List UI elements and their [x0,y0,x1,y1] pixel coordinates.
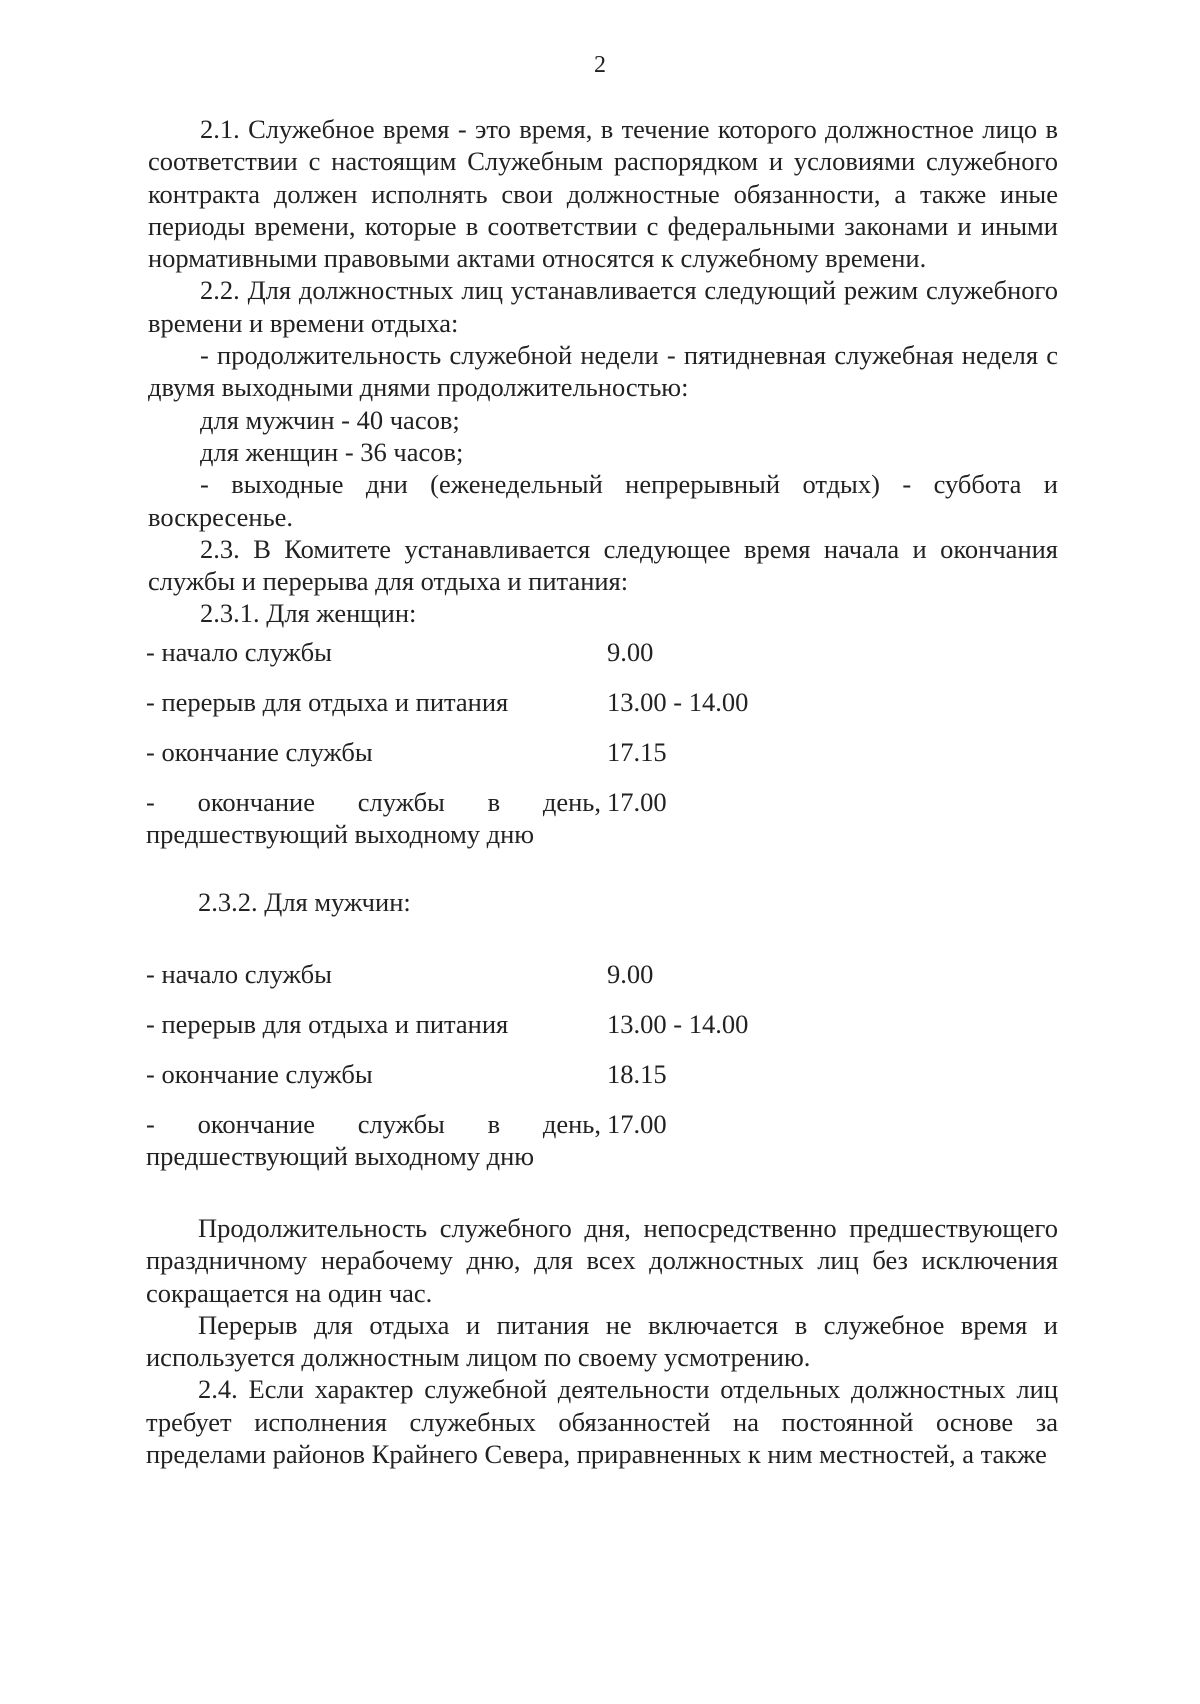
schedule-value: 13.00 - 14.00 [607,1009,749,1039]
schedule-row [146,1108,1056,1172]
body-section [148,113,1058,630]
paragraph-women-hours: для женщин - 36 часов; [200,436,464,467]
schedule-label: - начало службы [146,959,332,989]
schedule-row [146,636,1056,668]
schedule-value: 9.00 [607,959,654,989]
paragraph-men-hours: для мужчин - 40 часов; [200,404,460,435]
paragraph-2-1: 2.1. Служебное время - это время, в течение которого должностное лицо в соответствии с настоящим Служебным распорядком и условиями служебного контракта должен исполнять свои должностные обязанности, а также иные периоды времени, которые в соответствии с федеральными законами и иными нормативными правовыми актами относятся к служебному времени. [148,114,1058,274]
heading-men: 2.3.2. Для мужчин: [198,887,411,917]
schedule-label: - окончание службы в день, предшествующий выходному дню [146,1109,601,1171]
paragraph-2-4: 2.4. Если характер служебной деятельности отдельных должностных лиц требует исполнения служебных обязанностей на постоянной основе за пределами районов Крайнего Севера, приравненных к ним местностей, а также [146,1374,1058,1470]
heading-women: 2.3.1. Для женщин: [200,598,417,629]
paragraph-2-2: 2.2. Для должностных лиц устанавливается следующий режим служебного времени и времени отдыха: [148,275,1058,338]
paragraph-weekend: - выходные дни (еженедельный непрерывный отдых) - суббота и воскресенье. [148,469,1058,532]
schedule-label: - перерыв для отдыха и питания [146,1009,509,1039]
schedule-row [146,958,1056,990]
schedule-value: 13.00 - 14.00 [607,687,749,717]
page-number: 2 [594,52,606,78]
paragraph-2-3: 2.3. В Комитете устанавливается следующее время начала и окончания службы и перерыва для отдыха и питания: [148,533,1058,597]
men-schedule [146,958,1056,1172]
schedule-row [146,786,1056,850]
women-schedule [146,636,1056,850]
paragraph-break-note: Перерыв для отдыха и питания не включается в служебное время и используется должностным лицом по своему усмотрению. [146,1309,1058,1373]
schedule-row [146,686,1056,718]
schedule-value: 18.15 [607,1059,667,1089]
paragraph-holiday-eve: Продолжительность служебного дня, непосредственно предшествующего праздничному нерабочему дню, для всех должностных лиц без исключения сокращается на один час. [146,1213,1058,1308]
schedule-label: - окончание службы [146,737,373,767]
paragraph-week-duration: - продолжительность служебной недели - пятидневная служебная неделя с двумя выходными днями продолжительностью: [148,340,1058,403]
schedule-value: 17.00 [607,787,667,817]
schedule-label: - окончание службы [146,1059,373,1089]
schedule-value: 17.15 [607,737,667,767]
schedule-label: - перерыв для отдыха и питания [146,687,509,717]
schedule-row [146,1008,1056,1040]
schedule-label: - начало службы [146,637,332,667]
schedule-label: - окончание службы в день, предшествующий выходному дню [146,787,601,849]
schedule-value: 9.00 [607,637,654,667]
schedule-row [146,736,1056,768]
schedule-value: 17.00 [607,1109,667,1139]
schedule-row [146,1058,1056,1090]
closing-section [146,1212,1058,1470]
